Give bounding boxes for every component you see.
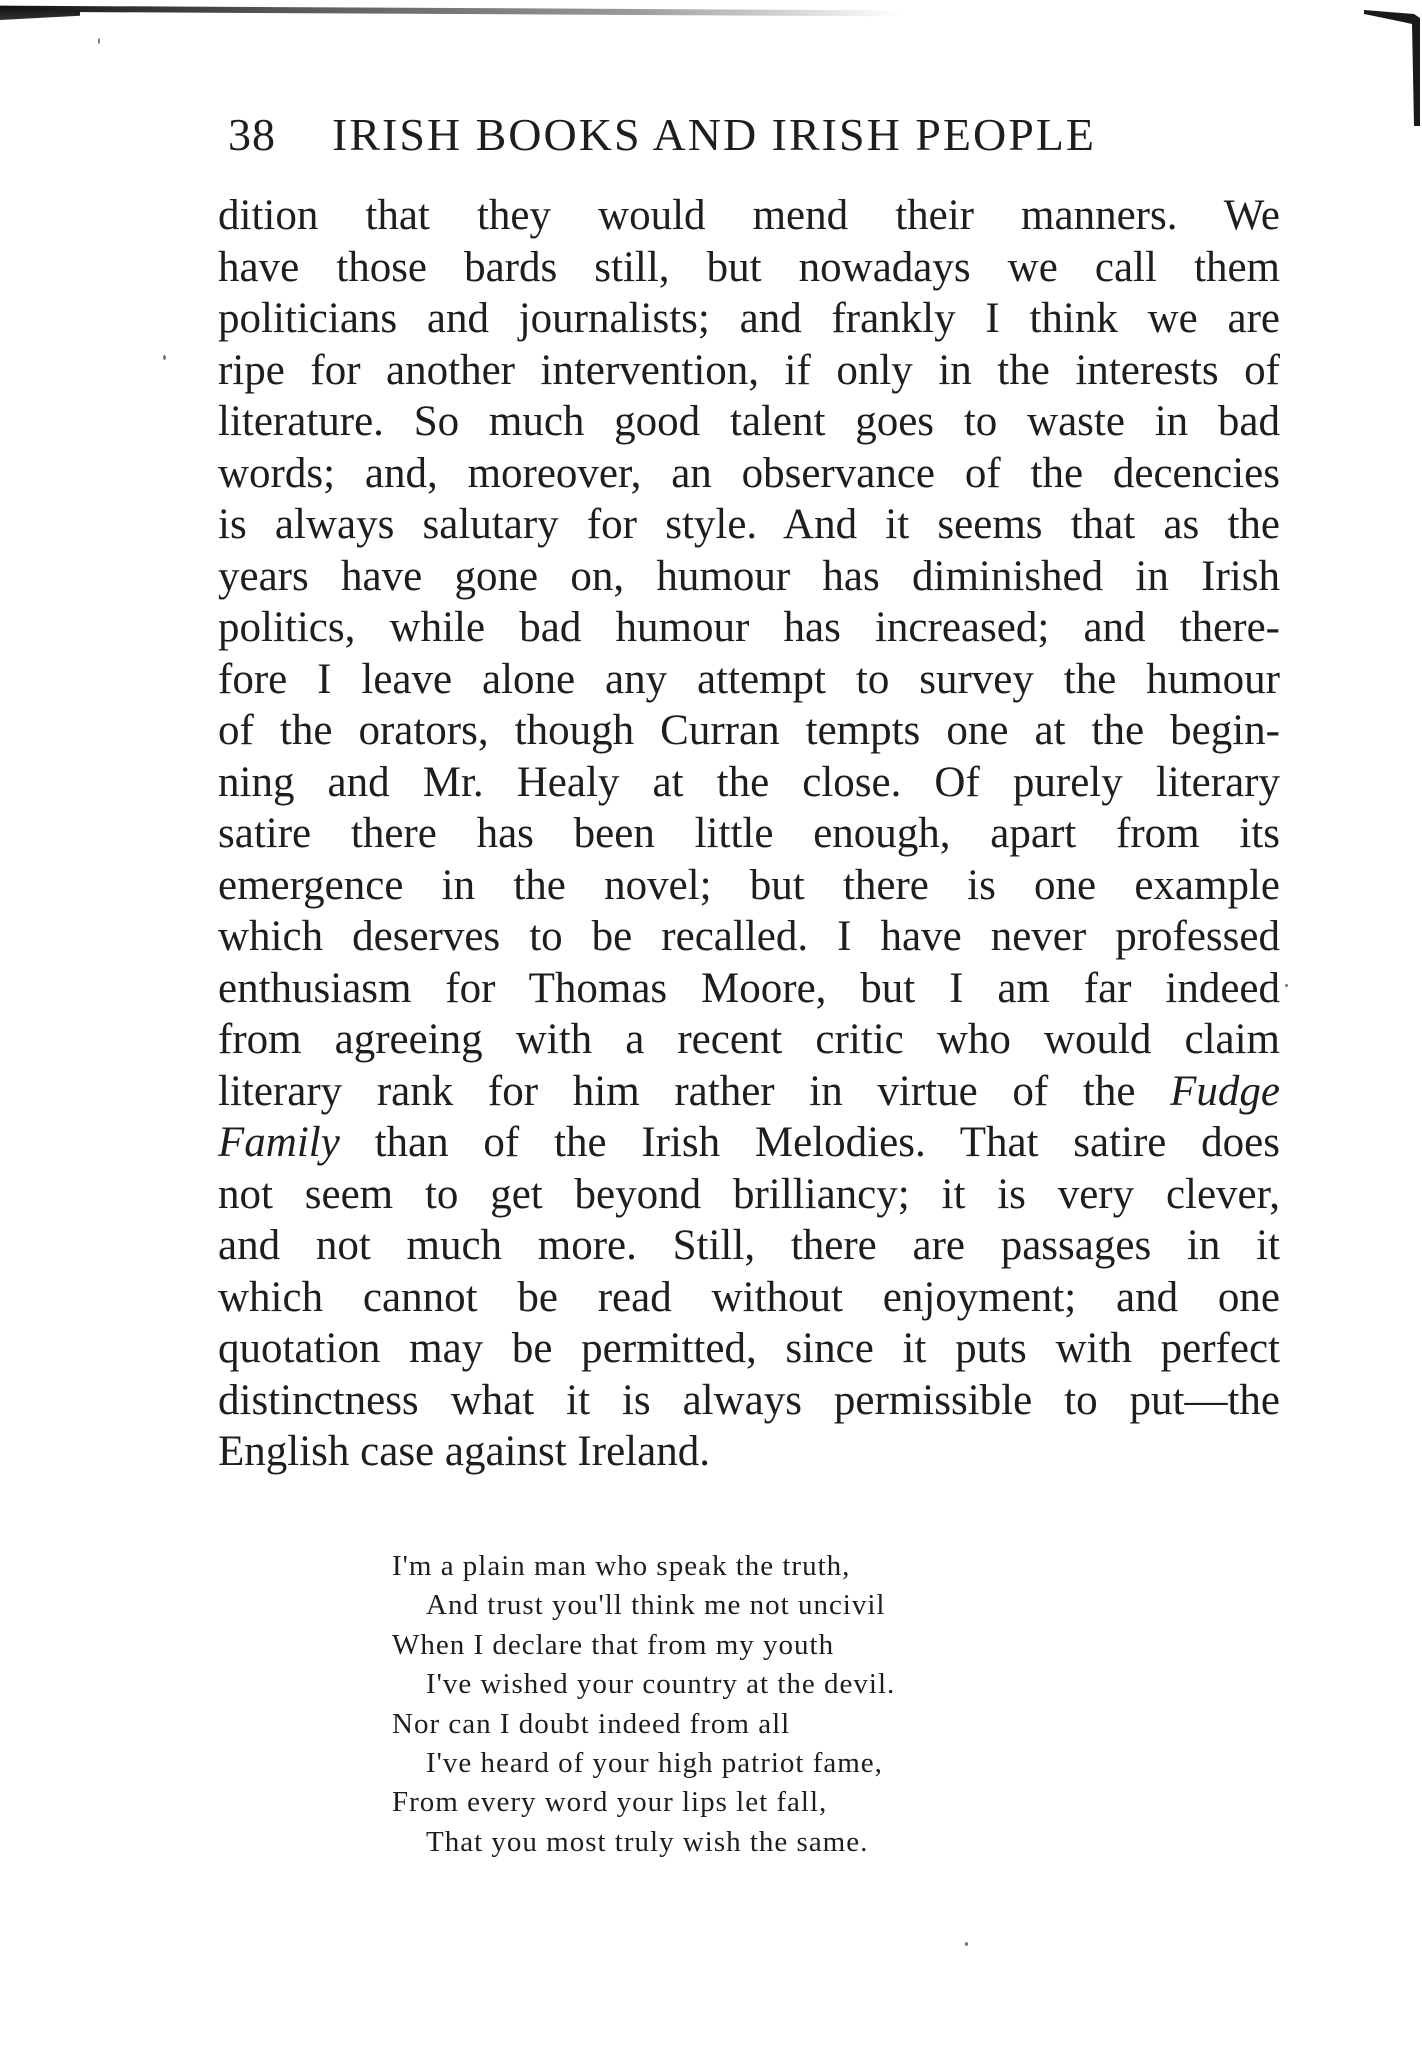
- verse-line: And trust you'll think me not uncivil: [426, 1589, 886, 1622]
- scan-corner-right: [1364, 0, 1422, 130]
- scan-speck: [98, 38, 100, 44]
- scan-edge-top: [0, 6, 900, 17]
- text-run: literary rank for him rather in virtue of the: [218, 1067, 1171, 1115]
- text-run: not seem to get beyond brilliancy; it is very clever,: [218, 1170, 1280, 1218]
- body-text: [218, 190, 1280, 1478]
- text-line: [218, 1375, 1280, 1427]
- scan-speck: [1285, 984, 1288, 987]
- text-run: words; and, moreover, an observance of the decencies: [218, 449, 1280, 497]
- text-run: which deserves to be recalled. I have never professed: [218, 913, 1280, 960]
- text-run: quotation may be permitted, since it puts with perfect: [218, 1325, 1280, 1372]
- text-run: fore I leave alone any attempt to survey the humour: [218, 655, 1280, 703]
- text-line: [218, 1066, 1280, 1118]
- text-line: [218, 1117, 1280, 1169]
- text-run: ning and Mr. Healy at the close. Of purely literary: [218, 758, 1280, 806]
- verse-line: I've heard of your high patriot fame,: [426, 1747, 883, 1780]
- text-run: dition that they would mend their manners. We: [218, 192, 1280, 239]
- verse-line: When I declare that from my youth: [392, 1628, 835, 1661]
- text-line: [218, 1272, 1280, 1324]
- italic-title: Fudge: [1170, 1067, 1280, 1115]
- verse-quotation: [392, 1547, 1052, 1862]
- text-line: [218, 190, 1280, 242]
- text-line: [218, 602, 1280, 654]
- text-line: [218, 911, 1280, 963]
- text-run: enthusiasm for Thomas Moore, but I am far indeed: [218, 964, 1280, 1012]
- verse-line: From every word your lips let fall,: [392, 1786, 828, 1819]
- text-run: ripe for another intervention, if only in the interests of: [218, 346, 1280, 394]
- text-line: [218, 345, 1280, 397]
- text-run: distinctness what it is always permissible to put—the: [218, 1376, 1280, 1424]
- text-run: literature. So much good talent goes to waste in bad: [218, 398, 1280, 445]
- text-run: than of the Irish Melodies. That satire does: [339, 1119, 1280, 1166]
- text-run: from agreeing with a recent critic who would claim: [218, 1016, 1280, 1063]
- text-line: [218, 242, 1280, 294]
- text-line: [218, 963, 1280, 1015]
- verse-line: I've wished your country at the devil.: [426, 1668, 896, 1701]
- text-line: [218, 551, 1280, 603]
- text-run: satire there has been little enough, apart from its: [218, 810, 1280, 857]
- text-run: emergence in the novel; but there is one example: [218, 861, 1280, 909]
- text-line: [218, 860, 1280, 912]
- text-run: and not much more. Still, there are passages in it: [218, 1222, 1280, 1269]
- text-line: [218, 396, 1280, 448]
- text-line: [218, 808, 1280, 860]
- verse-line: Nor can I doubt indeed from all: [392, 1707, 791, 1740]
- italic-title: Family: [218, 1119, 340, 1166]
- text-line: [218, 705, 1280, 757]
- text-line: [218, 1014, 1280, 1066]
- text-run: which cannot be read without enjoyment; and one: [218, 1273, 1280, 1321]
- text-line: [218, 1426, 1280, 1478]
- text-line: [218, 1220, 1280, 1272]
- page-header: [228, 108, 1188, 168]
- text-line: [218, 757, 1280, 809]
- text-line: [218, 654, 1280, 706]
- text-run: is always salutary for style. And it seems that as the: [218, 501, 1280, 548]
- verse-line: I'm a plain man who speak the truth,: [392, 1550, 851, 1582]
- text-run: English case against Ireland.: [218, 1428, 710, 1475]
- page-number: 38: [228, 109, 276, 160]
- text-line: [218, 448, 1280, 500]
- text-line: [218, 1169, 1280, 1221]
- running-title: IRISH BOOKS AND IRISH PEOPLE: [332, 109, 1096, 160]
- scan-speck: [965, 1942, 968, 1946]
- text-run: of the orators, though Curran tempts one at the begin-: [218, 707, 1280, 754]
- text-run: politics, while bad humour has increased; and there-: [218, 604, 1280, 651]
- scan-speck: [163, 355, 166, 360]
- text-line: [218, 1323, 1280, 1375]
- text-run: years have gone on, humour has diminished in Irish: [218, 552, 1280, 600]
- text-line: [218, 293, 1280, 345]
- text-run: have those bards still, but nowadays we call them: [218, 243, 1280, 291]
- verse-line: That you most truly wish the same.: [426, 1825, 869, 1858]
- text-run: politicians and journalists; and frankly I think we are: [218, 295, 1280, 342]
- text-line: [218, 499, 1280, 551]
